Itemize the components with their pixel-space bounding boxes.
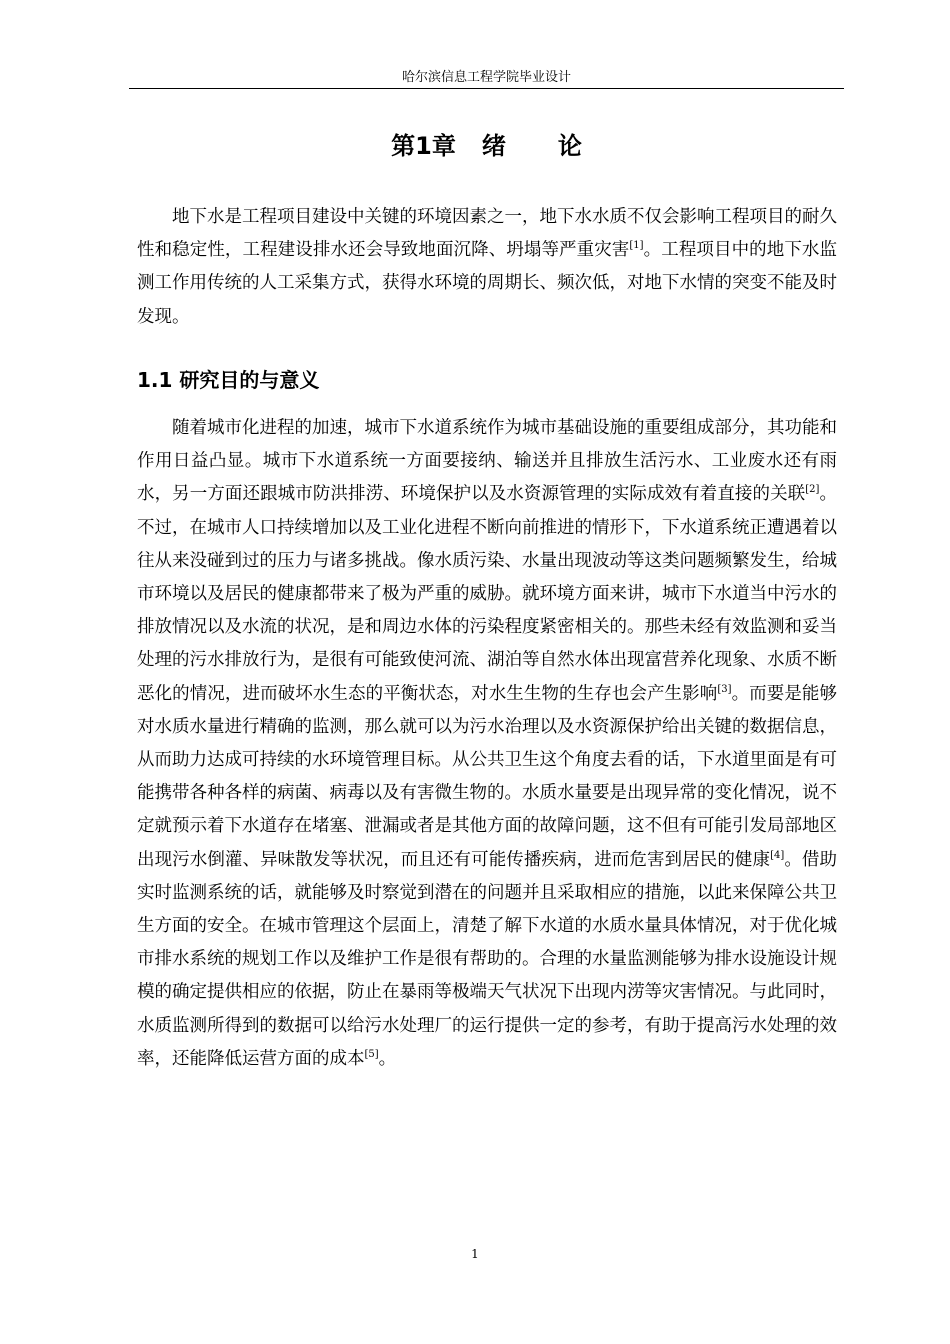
intro-text-a: 地下水是工程项目建设中关键的环境因素之一，地下水水质不仅会影响工程项目的耐久性和稳定性，工程建设排水还会导致地面沉降、坍塌等严重灾害 xyxy=(137,207,837,261)
section-text-b: 。不过，在城市人口持续增加以及工业化进程不断向前推进的情形下，下水道系统正遭遇着以往从来没碰到过的压力与诸多挑战。像水质污染、水量出现波动等这类问题频繁发生，给城市环境以及居民的健康都带来了极为严重的威胁。就环境方面来讲，城市下水道当中污水的排放情况以及水流的状况，是和周边水体的污染程度紧密相关的。那些未经有效监测和妥当处理的污水排放行为，是很有可能致使河流、湖泊等自然水体出现富营养化现象、水质不断恶化的情况，进而破坏水生态的平衡状态，对水生生物的生存也会产生影响 xyxy=(137,484,838,704)
section-text-a: 随着城市化进程的加速，城市下水道系统作为城市基础设施的重要组成部分，其功能和作用日益凸显。城市下水道系统一方面要接纳、输送并且排放生活污水、工业废水还有雨水，另一方面还跟城市防洪排涝、环境保护以及水资源管理的实际成效有着直接的关联 xyxy=(137,418,837,505)
running-header: 哈尔滨信息工程学院毕业设计 xyxy=(401,70,571,85)
chapter-title xyxy=(129,128,844,164)
section-heading-1-1: 1.1 研究目的与意义 xyxy=(137,368,320,392)
intro-text-b: 。工程项目中的地下水监测工作用传统的人工采集方式，获得水环境的周期长、频次低，对地下水情的突变不能及时发现。 xyxy=(137,240,838,327)
chapter-title-part1: 绪 xyxy=(481,132,506,160)
section-text-c: 。而要是能够对水质水量进行精确的监测，那么就可以为污水治理以及水资源保护给出关键的数据信息，从而助力达成可持续的水环境管理目标。从公共卫生这个角度去看的话，下水道里面是有可能携带各种各样的病菌、病毒以及有害微生物的。水质水量要是出现异常的变化情况，说不定就预示着下水道存在堵塞、泄漏或者是其他方面的故障问题，这不但有可能引发局部地区出现污水倒灌、异味散发等状况，而且还有可能传播疾病，进而危害到居民的健康 xyxy=(137,683,838,870)
citation-3: [3] xyxy=(717,683,732,695)
section-text-d: 。借助实时监测系统的话，就能够及时察觉到潜在的问题并且采取相应的措施，以此来保障公共卫生方面的安全。在城市管理这个层面上，清楚了解下水道的水质水量具体情况，对于优化城市排水系统的规划工作以及维护工作是很有帮助的。合理的水量监测能够为排水设施设计规模的确定提供相应的依据，防止在暴雨等极端天气状况下出现内涝等灾害情况。与此同时，水质监测所得到的数据可以给污水处理厂的运行提供一定的参考，有助于提高污水处理的效率，还能降低运营方面的成本 xyxy=(137,849,838,1069)
chapter-title-part2: 论 xyxy=(557,132,582,160)
section-1-1-paragraph xyxy=(137,412,837,1076)
chapter-number: 第1章 xyxy=(391,132,456,160)
intro-paragraph xyxy=(137,201,837,334)
citation-4: [4] xyxy=(770,849,785,861)
citation-1: [1] xyxy=(629,240,644,252)
page-number: 1 xyxy=(471,1247,479,1261)
header-rule xyxy=(129,88,844,89)
citation-2: [2] xyxy=(805,484,820,496)
citation-5: [5] xyxy=(364,1048,379,1060)
section-text-e: 。 xyxy=(378,1048,397,1069)
